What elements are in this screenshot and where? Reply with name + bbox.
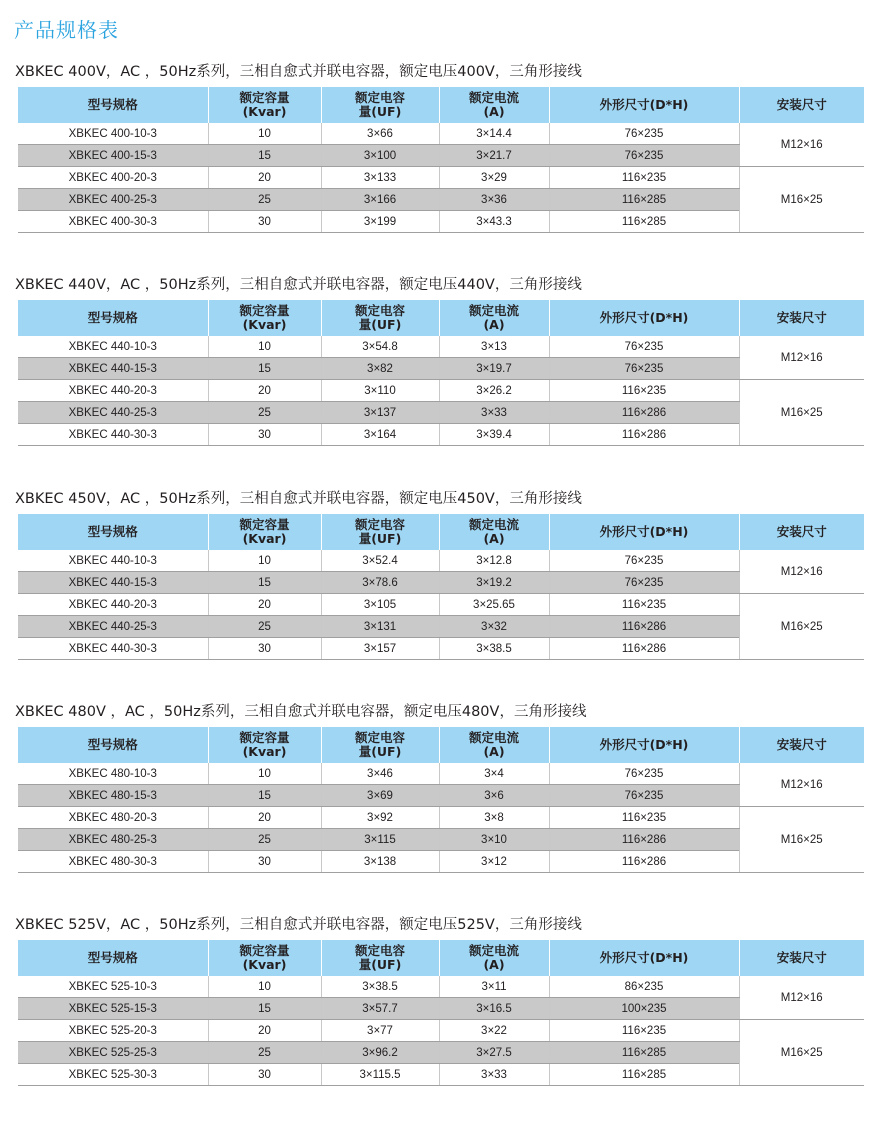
cell-model: XBKEC 525-20-3 [18,1020,208,1042]
cell-dimensions: 76×235 [549,123,739,145]
cell-current: 3×6 [439,785,549,807]
cell-current: 3×43.3 [439,211,549,233]
header-capacitance: 额定电容 量(UF) [321,514,439,550]
cell-capacity: 20 [208,167,321,189]
cell-capacitance: 3×115.5 [321,1064,439,1086]
header-current: 额定电流 (A) [439,514,549,550]
table-row [18,829,864,851]
cell-dimensions: 76×235 [549,145,739,167]
cell-capacitance: 3×133 [321,167,439,189]
table-row [18,358,864,380]
table-row [18,145,864,167]
cell-capacitance: 3×38.5 [321,976,439,998]
table-header-row [18,300,864,336]
header-current: 额定电流 (A) [439,87,549,123]
cell-mount-size: M12×16 [739,123,864,167]
table-row [18,807,864,829]
cell-capacity: 25 [208,402,321,424]
cell-model: XBKEC 440-25-3 [18,402,208,424]
cell-dimensions: 116×286 [549,402,739,424]
cell-model: XBKEC 525-10-3 [18,976,208,998]
table-header-row [18,514,864,550]
cell-current: 3×8 [439,807,549,829]
cell-current: 3×12.8 [439,550,549,572]
cell-model: XBKEC 440-10-3 [18,336,208,358]
cell-model: XBKEC 480-15-3 [18,785,208,807]
cell-current: 3×11 [439,976,549,998]
header-capacitance: 额定电容 量(UF) [321,940,439,976]
cell-capacity: 25 [208,189,321,211]
cell-capacity: 30 [208,1064,321,1086]
cell-dimensions: 116×285 [549,1042,739,1064]
cell-dimensions: 116×285 [549,189,739,211]
table-row [18,550,864,572]
cell-model: XBKEC 525-15-3 [18,998,208,1020]
cell-capacity: 20 [208,380,321,402]
spec-table [18,87,864,233]
cell-capacitance: 3×199 [321,211,439,233]
page-title: 产品规格表 [14,18,119,42]
table-row [18,572,864,594]
cell-mount-size: M16×25 [739,594,864,660]
cell-current: 3×25.65 [439,594,549,616]
header-dimensions: 外形尺寸(D*H) [549,727,739,763]
cell-mount-size: M16×25 [739,807,864,873]
cell-dimensions: 116×235 [549,167,739,189]
cell-model: XBKEC 525-25-3 [18,1042,208,1064]
cell-dimensions: 116×286 [549,851,739,873]
header-current: 额定电流 (A) [439,300,549,336]
cell-capacity: 15 [208,998,321,1020]
cell-dimensions: 116×285 [549,211,739,233]
cell-dimensions: 116×286 [549,829,739,851]
header-mount: 安装尺寸 [739,87,864,123]
table-header-row [18,940,864,976]
cell-model: XBKEC 440-15-3 [18,572,208,594]
cell-capacitance: 3×54.8 [321,336,439,358]
header-capacity: 额定容量 (Kvar) [208,940,321,976]
cell-model: XBKEC 480-30-3 [18,851,208,873]
cell-capacity: 15 [208,145,321,167]
cell-capacity: 30 [208,424,321,446]
cell-capacitance: 3×57.7 [321,998,439,1020]
cell-capacity: 25 [208,616,321,638]
cell-capacitance: 3×82 [321,358,439,380]
cell-capacitance: 3×46 [321,763,439,785]
cell-capacity: 10 [208,976,321,998]
header-capacitance: 额定电容 量(UF) [321,727,439,763]
cell-capacitance: 3×92 [321,807,439,829]
cell-dimensions: 116×235 [549,380,739,402]
header-mount: 安装尺寸 [739,300,864,336]
cell-model: XBKEC 440-10-3 [18,550,208,572]
cell-model: XBKEC 440-20-3 [18,380,208,402]
cell-dimensions: 76×235 [549,358,739,380]
cell-capacitance: 3×100 [321,145,439,167]
cell-capacity: 30 [208,851,321,873]
cell-current: 3×4 [439,763,549,785]
cell-current: 3×13 [439,336,549,358]
section-title: XBKEC 440V，AC ，50Hz系列，三相自愈式并联电容器，额定电压440V，三角形接线 [15,277,582,293]
cell-model: XBKEC 400-15-3 [18,145,208,167]
cell-current: 3×32 [439,616,549,638]
cell-capacitance: 3×66 [321,123,439,145]
cell-capacity: 20 [208,594,321,616]
header-model: 型号规格 [18,727,208,763]
cell-mount-size: M12×16 [739,976,864,1020]
header-current: 额定电流 (A) [439,727,549,763]
cell-model: XBKEC 440-30-3 [18,424,208,446]
header-model: 型号规格 [18,87,208,123]
table-row [18,785,864,807]
header-dimensions: 外形尺寸(D*H) [549,940,739,976]
cell-capacity: 25 [208,829,321,851]
table-row [18,211,864,233]
header-dimensions: 外形尺寸(D*H) [549,300,739,336]
cell-capacitance: 3×166 [321,189,439,211]
table-row [18,594,864,616]
table-row [18,1020,864,1042]
header-mount: 安装尺寸 [739,514,864,550]
cell-dimensions: 76×235 [549,572,739,594]
cell-capacity: 10 [208,123,321,145]
cell-model: XBKEC 440-30-3 [18,638,208,660]
table-row [18,402,864,424]
cell-capacity: 20 [208,807,321,829]
table-row [18,616,864,638]
cell-model: XBKEC 440-20-3 [18,594,208,616]
cell-dimensions: 116×286 [549,616,739,638]
table-row [18,167,864,189]
table-row [18,851,864,873]
cell-capacity: 10 [208,550,321,572]
cell-current: 3×27.5 [439,1042,549,1064]
cell-current: 3×12 [439,851,549,873]
table-row [18,189,864,211]
spec-table [18,300,864,446]
section-title: XBKEC 400V，AC ，50Hz系列，三相自愈式并联电容器，额定电压400V，三角形接线 [15,64,582,80]
cell-capacitance: 3×164 [321,424,439,446]
cell-capacitance: 3×137 [321,402,439,424]
cell-capacitance: 3×77 [321,1020,439,1042]
cell-capacity: 20 [208,1020,321,1042]
header-capacitance: 额定电容 量(UF) [321,87,439,123]
cell-model: XBKEC 480-20-3 [18,807,208,829]
cell-capacitance: 3×96.2 [321,1042,439,1064]
table-header-row [18,727,864,763]
cell-mount-size: M12×16 [739,763,864,807]
cell-dimensions: 76×235 [549,785,739,807]
cell-model: XBKEC 525-30-3 [18,1064,208,1086]
cell-current: 3×14.4 [439,123,549,145]
cell-dimensions: 76×235 [549,336,739,358]
cell-capacitance: 3×105 [321,594,439,616]
cell-dimensions: 116×235 [549,807,739,829]
cell-capacity: 30 [208,211,321,233]
cell-capacitance: 3×78.6 [321,572,439,594]
cell-current: 3×33 [439,1064,549,1086]
cell-current: 3×33 [439,402,549,424]
table-row [18,1042,864,1064]
cell-dimensions: 116×286 [549,424,739,446]
cell-dimensions: 116×235 [549,1020,739,1042]
cell-current: 3×19.2 [439,572,549,594]
cell-capacity: 30 [208,638,321,660]
header-dimensions: 外形尺寸(D*H) [549,87,739,123]
header-current: 额定电流 (A) [439,940,549,976]
cell-capacitance: 3×52.4 [321,550,439,572]
cell-mount-size: M16×25 [739,1020,864,1086]
table-row [18,380,864,402]
cell-current: 3×22 [439,1020,549,1042]
spec-table [18,940,864,1086]
cell-model: XBKEC 440-15-3 [18,358,208,380]
cell-current: 3×19.7 [439,358,549,380]
cell-capacitance: 3×157 [321,638,439,660]
table-row [18,998,864,1020]
cell-capacitance: 3×115 [321,829,439,851]
cell-capacity: 15 [208,572,321,594]
header-mount: 安装尺寸 [739,727,864,763]
cell-current: 3×39.4 [439,424,549,446]
cell-capacitance: 3×138 [321,851,439,873]
cell-mount-size: M16×25 [739,167,864,233]
cell-model: XBKEC 480-10-3 [18,763,208,785]
cell-capacitance: 3×110 [321,380,439,402]
header-capacity: 额定容量 (Kvar) [208,727,321,763]
table-row [18,123,864,145]
cell-dimensions: 100×235 [549,998,739,1020]
cell-dimensions: 76×235 [549,763,739,785]
cell-capacity: 10 [208,763,321,785]
cell-dimensions: 86×235 [549,976,739,998]
cell-current: 3×36 [439,189,549,211]
cell-model: XBKEC 480-25-3 [18,829,208,851]
cell-current: 3×29 [439,167,549,189]
cell-capacity: 10 [208,336,321,358]
cell-current: 3×38.5 [439,638,549,660]
cell-capacity: 15 [208,358,321,380]
header-capacity: 额定容量 (Kvar) [208,87,321,123]
cell-model: XBKEC 400-30-3 [18,211,208,233]
cell-mount-size: M12×16 [739,336,864,380]
spec-table [18,514,864,660]
header-mount: 安装尺寸 [739,940,864,976]
cell-dimensions: 116×286 [549,638,739,660]
table-row [18,763,864,785]
spec-table [18,727,864,873]
table-row [18,1064,864,1086]
cell-dimensions: 116×285 [549,1064,739,1086]
table-row [18,336,864,358]
header-capacity: 额定容量 (Kvar) [208,514,321,550]
table-row [18,424,864,446]
header-capacitance: 额定电容 量(UF) [321,300,439,336]
cell-capacity: 15 [208,785,321,807]
cell-current: 3×21.7 [439,145,549,167]
cell-current: 3×10 [439,829,549,851]
cell-model: XBKEC 400-20-3 [18,167,208,189]
cell-model: XBKEC 400-10-3 [18,123,208,145]
header-model: 型号规格 [18,514,208,550]
section-title: XBKEC 480V ，AC ，50Hz系列，三相自愈式并联电容器，额定电压480V，三角形接线 [15,704,587,720]
header-model: 型号规格 [18,300,208,336]
header-model: 型号规格 [18,940,208,976]
cell-capacity: 25 [208,1042,321,1064]
table-row [18,638,864,660]
header-dimensions: 外形尺寸(D*H) [549,514,739,550]
cell-mount-size: M12×16 [739,550,864,594]
cell-model: XBKEC 440-25-3 [18,616,208,638]
cell-current: 3×26.2 [439,380,549,402]
cell-current: 3×16.5 [439,998,549,1020]
cell-capacitance: 3×69 [321,785,439,807]
table-row [18,976,864,998]
cell-model: XBKEC 400-25-3 [18,189,208,211]
table-header-row [18,87,864,123]
section-title: XBKEC 450V，AC ，50Hz系列，三相自愈式并联电容器，额定电压450V，三角形接线 [15,491,582,507]
header-capacity: 额定容量 (Kvar) [208,300,321,336]
cell-capacitance: 3×131 [321,616,439,638]
cell-dimensions: 116×235 [549,594,739,616]
section-title: XBKEC 525V，AC ，50Hz系列，三相自愈式并联电容器，额定电压525V，三角形接线 [15,917,582,933]
cell-dimensions: 76×235 [549,550,739,572]
cell-mount-size: M16×25 [739,380,864,446]
